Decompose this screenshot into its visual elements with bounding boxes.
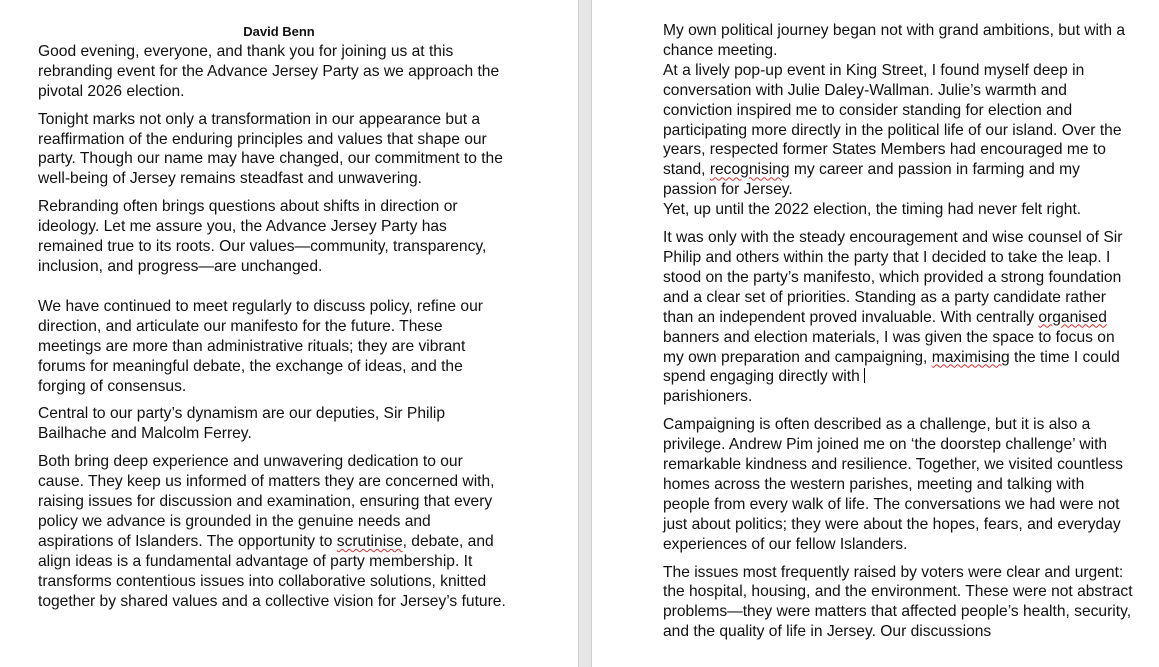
paragraph-deputies[interactable]: Central to our party’s dynamism are our deputies, Sir Philip Bailhache and Malcolm Ferrey. <box>38 405 446 443</box>
text-run: It was only with the steady encouragement and wise counsel of Sir Philip and others within the party that I decided to take the leap. I stood on the party’s manifesto, which provided a strong foundation and a clear set of priorities. Standing as a party candidate rather than an independent proved invaluable. With centrally <box>663 229 1123 326</box>
paragraph-experience[interactable] <box>38 452 510 611</box>
text-run: At a lively pop-up event in King Street, I found myself deep in conversation with Julie Daley-Wallman. Julie’s warmth and conviction inspired me to consider standing for election and participating more directly in the political life of our island. Over the years, respected former States Members had encouraged me to stand, <box>663 61 1122 179</box>
text-run: , debate, and align ideas is a fundamental advantage of party membership. It transforms contentious issues into collaborative solutions, knitted together by shared values and a collective vision for Jersey’s future. <box>38 532 506 610</box>
paragraph-rebranding[interactable]: Rebranding often brings questions about shifts in direction or ideology. Let me assure you, the Advance Jersey Party has remained true to its roots. Our values—community, transparency, inclusion, and progress—are unchanged. <box>38 198 487 275</box>
paragraph-timing[interactable]: Yet, up until the 2022 election, the timing had never felt right. <box>663 201 1082 219</box>
paragraph-pop-up-event[interactable] <box>663 61 1135 200</box>
text-run: my career and passion in farming and my passion for Jersey. <box>663 161 1080 199</box>
page-gutter <box>578 0 592 667</box>
paragraph-tonight[interactable]: Tonight marks not only a transformation in our appearance but a reaffirmation of the enduring principles and values that shape our party. Though our name may have changed, our commitment to the well-being of Jersey remains steadfast and unwavering. <box>38 110 503 188</box>
document-page-left[interactable] <box>0 0 578 667</box>
author-heading: David Benn <box>243 24 315 39</box>
paragraph-campaigning[interactable]: Campaigning is often described as a challenge, but it is also a privilege. Andrew Pim joined me on ‘the doorstep challenge’ with remarkable kindness and resilience. Together, we visited countless homes across the western parishes, meeting and talking with people from every walk of life. The conversations we had were not just about politics; they were about the hopes, fears, and everyday experiences of our fellow Islanders. <box>663 416 1123 553</box>
page-text-column[interactable] <box>38 0 510 619</box>
text-run: parishioners. <box>663 388 753 406</box>
page-text-column[interactable] <box>663 0 1135 650</box>
text-cursor <box>864 368 865 383</box>
spellcheck-word[interactable]: scrutinise <box>336 532 403 550</box>
paragraph-meetings[interactable]: We have continued to meet regularly to discuss policy, refine our direction, and articulate our manifesto for the future. These meetings are more than administrative rituals; they are vibrant forums for meaningful debate, the exchange of ideas, and the forging of consensus. <box>38 297 483 395</box>
paragraph-issues[interactable]: The issues most frequently raised by voters were clear and urgent: the hospital, housing, and the environment. These were not abstract problems—they were matters that affected people’s health, security, and the quality of life in Jersey. Our discussions <box>663 563 1133 641</box>
text-run: the time I could spend engaging directly with <box>663 348 1120 386</box>
document-page-right[interactable] <box>592 0 1159 667</box>
paragraph-encouragement[interactable] <box>663 228 1135 407</box>
spellcheck-word[interactable]: organised <box>1038 308 1107 326</box>
text-run: banners and election materials, I was given the space to focus on my own preparation and campaigning, <box>663 328 1115 366</box>
text-run: Both bring deep experience and unwavering dedication to our cause. They keep us informed of matters they are concerned with, raising issues for discussion and examination, ensuring that every policy we advance is grounded in the genuine needs and aspirations of Islanders. The opportunity to <box>38 453 495 550</box>
paragraph-journey[interactable]: My own political journey began not with grand ambitions, but with a chance meeting. <box>663 22 1126 59</box>
paragraph-greeting[interactable]: Good evening, everyone, and thank you for joining us at this rebranding event for the Advance Jersey Party as we approach the pivotal 2026 election. <box>38 42 500 100</box>
spellcheck-word[interactable]: maximising <box>931 348 1010 366</box>
spellcheck-word[interactable]: recognising <box>709 161 790 179</box>
